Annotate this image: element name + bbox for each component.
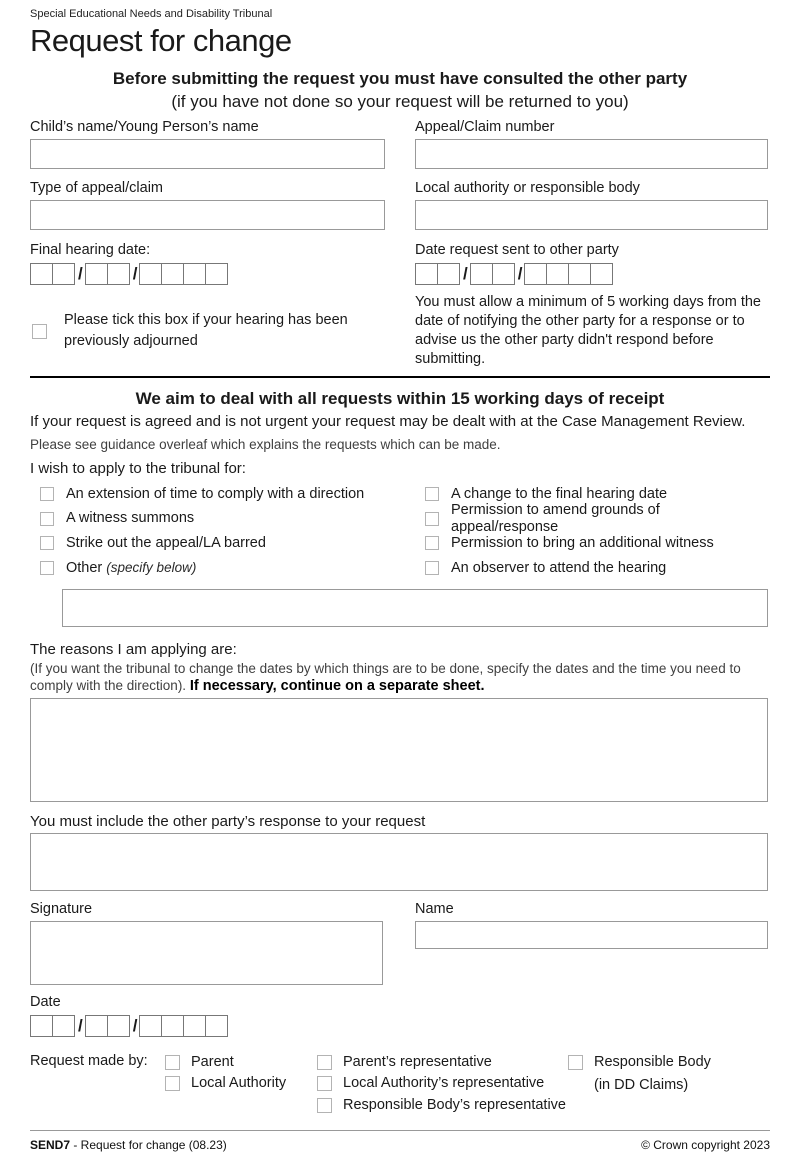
date-cell[interactable] xyxy=(52,263,75,285)
section-divider xyxy=(30,376,770,378)
date-cell[interactable] xyxy=(161,263,184,285)
appeal-type-input[interactable] xyxy=(30,200,385,230)
made-by-parent-rep-checkbox[interactable] xyxy=(317,1055,332,1070)
sign-date-input xyxy=(30,1015,770,1037)
date-cell[interactable] xyxy=(590,263,613,285)
consult-notice: Before submitting the request you must have consulted the other party xyxy=(112,69,688,88)
made-by-rb-rep-checkbox[interactable] xyxy=(317,1098,332,1113)
option-amend-grounds-checkbox[interactable] xyxy=(425,512,439,526)
made-by-la-rep-checkbox[interactable] xyxy=(317,1076,332,1091)
made-by-option-label: Responsible Body’s representative xyxy=(343,1096,567,1113)
date-cell[interactable] xyxy=(205,263,228,285)
request-made-by xyxy=(30,1053,770,1118)
allow-note: You must allow a minimum of 5 working days from the date of notifying the other party for a response or to advise us the other party didn't respond before submitting. xyxy=(415,294,761,367)
made-by-option-label: Local Authority’s representative xyxy=(343,1075,545,1092)
date-cell[interactable] xyxy=(139,263,162,285)
option-label: A change to the final hearing date xyxy=(451,485,668,502)
date-separator: / xyxy=(78,264,83,283)
adjourned-checkbox[interactable] xyxy=(32,324,47,339)
date-cell[interactable] xyxy=(139,1015,162,1037)
agreed-note: If your request is agreed and is not urgent your request may be dealt with at the Case Management Review. xyxy=(30,413,746,430)
date-cell[interactable] xyxy=(415,263,438,285)
made-by-option-label: Local Authority xyxy=(191,1075,287,1092)
sign-date-label: Date xyxy=(30,994,61,1011)
name-input[interactable] xyxy=(415,921,768,949)
date-cell[interactable] xyxy=(205,1015,228,1037)
date-cell[interactable] xyxy=(524,263,547,285)
made-by-local-authority-checkbox[interactable] xyxy=(165,1076,180,1091)
option-label: Permission to bring an additional witness xyxy=(451,534,714,551)
option-change-hearing-date-checkbox[interactable] xyxy=(425,487,439,501)
date-cell[interactable] xyxy=(30,263,53,285)
page-title: Request for change xyxy=(30,23,292,58)
date-cell[interactable] xyxy=(30,1015,53,1037)
adjourned-checkbox-label: Please tick this box if your hearing has been previously adjourned xyxy=(64,312,348,349)
request-options xyxy=(30,482,770,580)
date-cell[interactable] xyxy=(183,263,206,285)
made-by-responsible-body-sub: (in DD Claims) xyxy=(594,1076,689,1093)
date-cell[interactable] xyxy=(437,263,460,285)
option-label: An observer to attend the hearing xyxy=(451,559,667,576)
response-input[interactable] xyxy=(30,833,768,891)
date-separator: / xyxy=(132,1016,138,1036)
tribunal-name: Special Educational Needs and Disability Tribunal xyxy=(30,8,273,20)
date-separator: / xyxy=(463,264,468,283)
date-cell[interactable] xyxy=(568,263,591,285)
made-by-option-label: Parent xyxy=(191,1053,234,1070)
date-cell[interactable] xyxy=(107,1015,130,1037)
made-by-label: Request made by: xyxy=(30,1053,148,1070)
appeal-number-input[interactable] xyxy=(415,139,768,169)
made-by-parent-checkbox[interactable] xyxy=(165,1055,180,1070)
consult-notice-sub: (if you have not done so your request will be returned to you) xyxy=(171,92,629,111)
reasons-hint-bold: If necessary, continue on a separate sheet. xyxy=(189,678,485,695)
option-label: Strike out the appeal/LA barred xyxy=(66,534,266,551)
option-observer-checkbox[interactable] xyxy=(425,561,439,575)
date-cell[interactable] xyxy=(85,263,108,285)
date-cell[interactable] xyxy=(492,263,515,285)
name-label: Name xyxy=(415,901,454,918)
option-label: An extension of time to comply with a direction xyxy=(66,485,365,502)
date-separator: / xyxy=(78,1016,83,1036)
option-other-checkbox[interactable] xyxy=(40,561,54,575)
date-cell[interactable] xyxy=(183,1015,206,1037)
child-name-input[interactable] xyxy=(30,139,385,169)
date-sent-input xyxy=(415,263,768,285)
final-hearing-date-label: Final hearing date: xyxy=(30,242,151,258)
date-cell[interactable] xyxy=(161,1015,184,1037)
authority-label: Local authority or responsible body xyxy=(415,180,640,196)
date-separator: / xyxy=(132,264,138,283)
date-cell[interactable] xyxy=(52,1015,75,1037)
apply-label: I wish to apply to the tribunal for: xyxy=(30,460,246,477)
date-sent-label: Date request sent to other party xyxy=(415,242,619,258)
option-additional-witness-checkbox[interactable] xyxy=(425,536,439,550)
reasons-hint: (If you want the tribunal to change the dates by which things are to be done, specify the dates and the time you need to comply with the direction). If necessary, continue on a separate sheet. xyxy=(30,661,741,695)
reasons-input[interactable] xyxy=(30,698,768,802)
signature-input[interactable] xyxy=(30,921,383,985)
other-hint: (specify below) xyxy=(106,560,197,576)
date-cell[interactable] xyxy=(85,1015,108,1037)
option-label: Other (specify below) xyxy=(66,560,197,577)
guidance-note: Please see guidance overleaf which explains the requests which can be made. xyxy=(30,437,501,452)
response-label: You must include the other party’s response to your request xyxy=(30,813,426,831)
date-cell[interactable] xyxy=(470,263,493,285)
option-extension-checkbox[interactable] xyxy=(40,487,54,501)
working-days-heading: We aim to deal with all requests within 15 working days of receipt xyxy=(135,389,665,408)
footer xyxy=(30,1138,770,1152)
option-label: Permission to amend grounds of appeal/response xyxy=(451,501,660,535)
option-label: A witness summons xyxy=(66,510,195,527)
child-name-label: Child’s name/Young Person’s name xyxy=(30,119,259,135)
option-strike-out-checkbox[interactable] xyxy=(40,536,54,550)
date-cell[interactable] xyxy=(546,263,569,285)
other-specify-input[interactable] xyxy=(62,589,768,627)
appeal-number-label: Appeal/Claim number xyxy=(415,119,555,135)
final-hearing-date-input xyxy=(30,263,385,285)
signature-label: Signature xyxy=(30,901,93,918)
footer-form-id: SEND7 - Request for change (08.23) xyxy=(30,1137,227,1152)
authority-input[interactable] xyxy=(415,200,768,230)
reasons-label: The reasons I am applying are: xyxy=(30,641,237,659)
option-witness-summons-checkbox[interactable] xyxy=(40,512,54,526)
made-by-option-label: Responsible Body xyxy=(594,1053,711,1070)
footer-copyright: © Crown copyright 2023 xyxy=(641,1137,770,1152)
made-by-option-label: Parent’s representative xyxy=(343,1053,492,1070)
date-cell[interactable] xyxy=(107,263,130,285)
made-by-responsible-body-checkbox[interactable] xyxy=(568,1055,583,1070)
date-separator: / xyxy=(517,264,523,283)
appeal-type-label: Type of appeal/claim xyxy=(30,180,163,196)
footer-divider xyxy=(30,1130,770,1131)
